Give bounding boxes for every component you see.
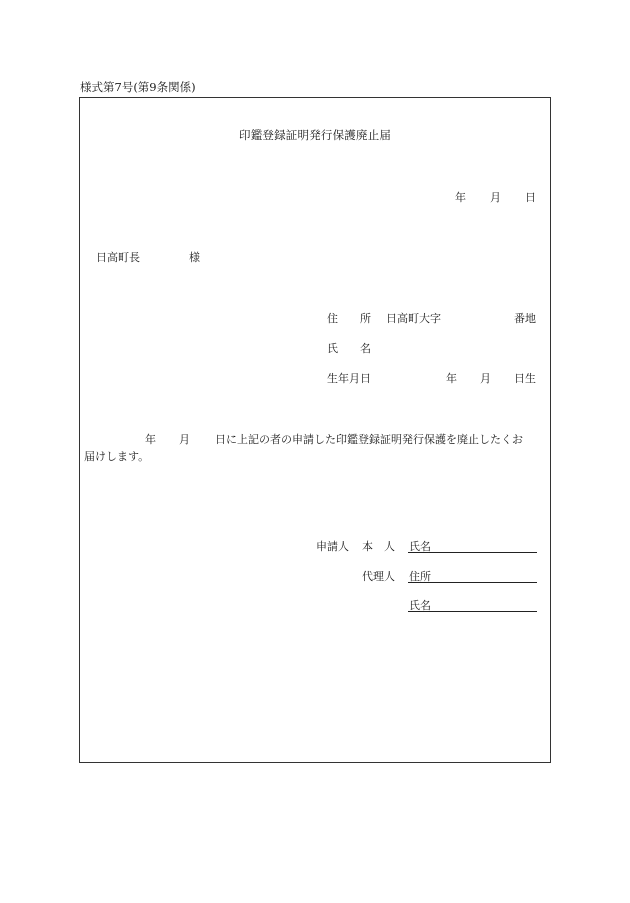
agent-address-line <box>408 582 537 583</box>
body-year-label: 年 <box>145 433 156 446</box>
agent-address-label: 住所 <box>409 570 431 583</box>
applicant-self-name-line <box>408 552 537 553</box>
body-text-line1: 日に上記の者の申請した印鑑登録証明発行保護を廃止したくお <box>215 433 523 446</box>
date-day-label: 日 <box>525 191 536 204</box>
applicant-label: 申請人 <box>316 540 349 553</box>
applicant-self-name-label: 氏名 <box>409 540 431 553</box>
date-month-label: 月 <box>490 191 501 204</box>
form-title: 印鑑登録証明発行保護廃止届 <box>239 128 392 142</box>
agent-label: 代理人 <box>362 570 395 583</box>
dob-day-label: 日生 <box>514 372 536 385</box>
name-label: 氏 名 <box>327 342 371 355</box>
form-frame <box>79 97 551 763</box>
addressee-town: 日高町長 <box>96 251 140 264</box>
agent-name-line <box>408 611 537 612</box>
dob-year-label: 年 <box>446 372 457 385</box>
addressee-honorific: 様 <box>189 251 200 264</box>
dob-month-label: 月 <box>480 372 491 385</box>
agent-name-label: 氏名 <box>409 599 431 612</box>
applicant-self-label: 本 人 <box>362 540 395 553</box>
address-label: 住 所 <box>327 312 371 325</box>
address-value: 日高町大字 <box>386 312 441 325</box>
address-suffix: 番地 <box>514 312 536 325</box>
dob-label: 生年月日 <box>327 372 371 385</box>
body-month-label: 月 <box>179 433 190 446</box>
form-number-label: 様式第7号(第9条関係) <box>80 80 196 94</box>
body-text-line2: 届けします。 <box>84 450 150 463</box>
date-year-label: 年 <box>455 191 466 204</box>
